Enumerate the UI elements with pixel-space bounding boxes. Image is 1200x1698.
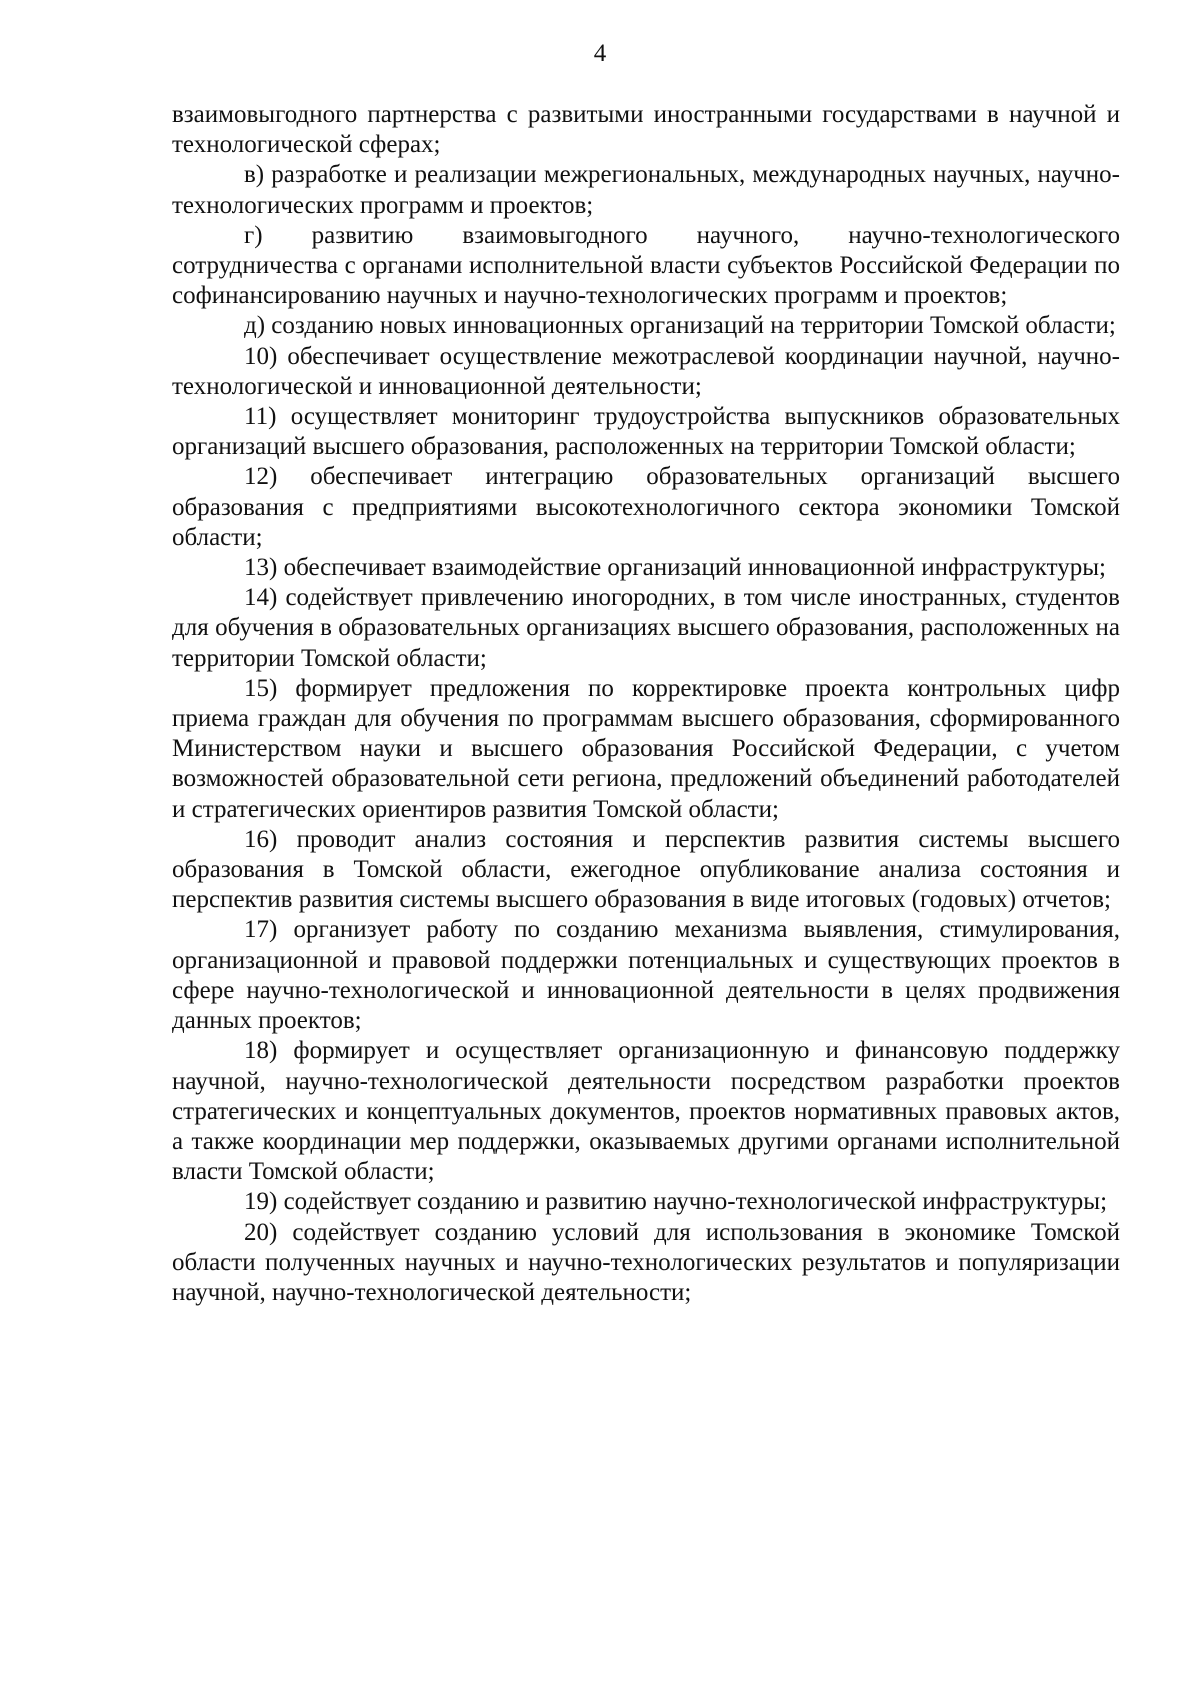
paragraph-item-13: 13) обеспечивает взаимодействие организаций инновационной инфраструктуры; [244, 554, 1106, 582]
paragraph-item-17: 17) организует работу по созданию механизма выявления, стимулирования, организационной и правовой поддержки потенциальных и существующих проектов в сфере научно-технологической и инновационной деятельности в целях продвижения данных проектов; [172, 916, 1120, 1035]
paragraph-item-19: 19) содействует созданию и развитию научно-технологической инфраструктуры; [244, 1188, 1108, 1216]
paragraph-item-g: г) развитию взаимовыгодного научного, научно-технологического сотрудничества с органами исполнительной власти субъектов Российской Федерации по софинансированию научных и научно-технологических программ и проектов; [172, 221, 1120, 310]
paragraph-item-16: 16) проводит анализ состояния и перспектив развития системы высшего образования в Томской области, ежегодное опубликование анализа состояния и перспектив развития системы высшего образования в виде итоговых (годовых) отчетов; [172, 825, 1120, 914]
paragraph-item-14: 14) содействует привлечению иногородних, в том числе иностранных, студентов для обучения в образовательных организациях высшего образования, расположенных на территории Томской области; [172, 584, 1120, 672]
paragraph-item-11: 11) осуществляет мониторинг трудоустройства выпускников образовательных организаций высшего образования, расположенных на территории Томской области; [172, 403, 1120, 461]
paragraph-item-v: в) разработке и реализации межрегиональных, международных научных, научно-технологических программ и проектов; [172, 161, 1120, 219]
paragraph-item-20: 20) содействует созданию условий для использования в экономике Томской области полученных научных и научно-технологических результатов и популяризации научной, научно-технологической деятельности; [172, 1218, 1120, 1306]
paragraph-continuation: взаимовыгодного партнерства с развитыми иностранными государствами в научной и технологической сферах; [172, 101, 1120, 159]
paragraph-item-d: д) созданию новых инновационных организаций на территории Томской области; [244, 312, 1116, 340]
paragraph-item-12: 12) обеспечивает интеграцию образовательных организаций высшего образования с предприятиями высокотехнологичного сектора экономики Томской области; [172, 463, 1120, 551]
paragraph-item-18: 18) формирует и осуществляет организационную и финансовую поддержку научной, научно-технологической деятельности посредством разработки проектов стратегических и концептуальных документов, проектов нормативных правовых актов, а также координации мер поддержки, оказываемых другими органами исполнительной власти Томской области; [172, 1037, 1120, 1186]
paragraph-item-15: 15) формирует предложения по корректировке проекта контрольных цифр приема граждан для обучения по программам высшего образования, сформированного Министерством науки и высшего образования Российской Федерации, с учетом возможностей образовательной сети региона, предложений объединений работодателей и стратегических ориентиров развития Томской области; [172, 674, 1120, 823]
paragraph-item-10: 10) обеспечивает осуществление межотраслевой координации научной, научно-технологической и инновационной деятельности; [172, 342, 1120, 400]
page-number: 4 [593, 40, 607, 67]
document-body [172, 100, 1120, 1308]
